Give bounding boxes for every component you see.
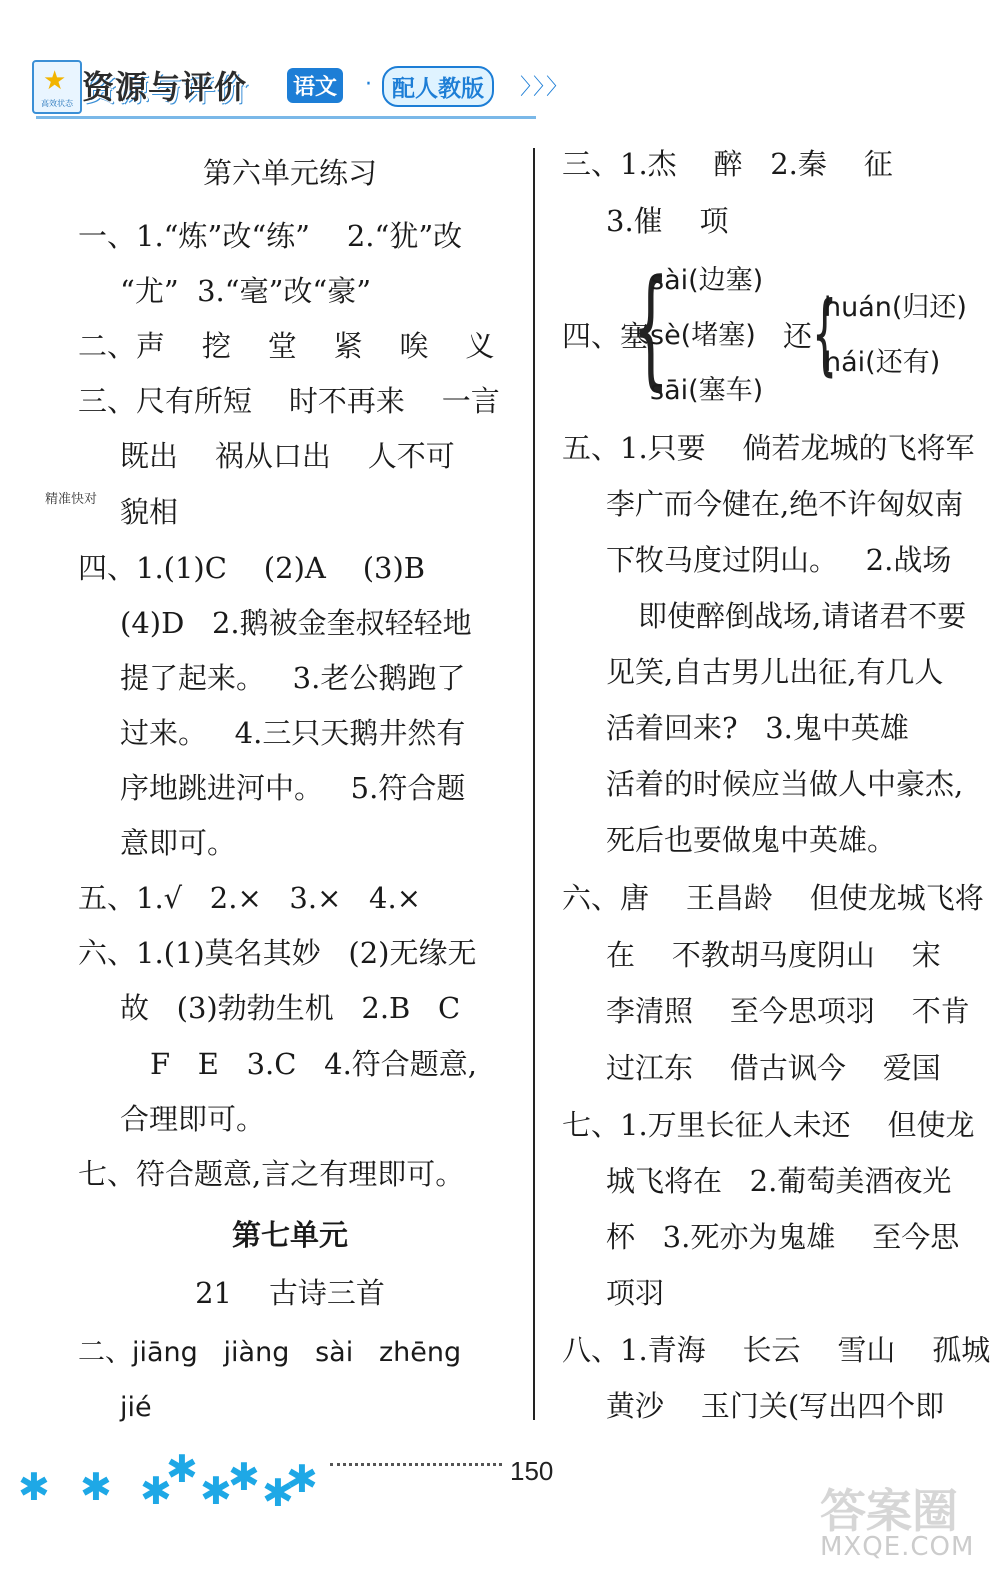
reading-item: sè(堵塞) bbox=[650, 320, 756, 351]
reading-item: sài(边塞) bbox=[650, 265, 764, 296]
section-title: 第六单元练习 bbox=[202, 156, 377, 190]
answer-line: 城飞将在 2.葡萄美酒夜光 bbox=[606, 1164, 952, 1198]
answer-line: 李清照 至今思项羽 不肯 bbox=[606, 994, 970, 1028]
answer-line: 七、符合题意,言之有理即可。 bbox=[78, 1157, 465, 1191]
publisher-logo bbox=[32, 60, 82, 114]
answer-line: 七、1.万里长征人未还 但使龙 bbox=[562, 1108, 975, 1142]
left-brace-icon: { bbox=[632, 251, 670, 403]
header-underline bbox=[36, 116, 536, 119]
pinyin-line: 二、jiāng jiàng sài zhēng bbox=[78, 1337, 462, 1368]
star-icon: ✱ bbox=[140, 1469, 172, 1513]
answer-line: 黄沙 玉门关(写出四个即 bbox=[606, 1389, 945, 1423]
answer-line: 六、唐 王昌龄 但使龙城飞将 bbox=[562, 881, 984, 915]
answer-line: F E 3.C 4.符合题意, bbox=[150, 1047, 478, 1081]
book-header bbox=[32, 58, 571, 118]
answer-line: 三、尺有所短 时不再来 一言 bbox=[78, 384, 500, 418]
answer-line: 提了起来。 3.老公鹅跑了 bbox=[120, 661, 466, 695]
answer-line: 李广而今健在,绝不许匈奴南 bbox=[606, 487, 964, 521]
polyphone-char: 还 bbox=[783, 319, 813, 353]
page-number: 150 bbox=[510, 1456, 554, 1486]
reading-item: hái(还有) bbox=[824, 347, 941, 378]
answer-line: 合理即可。 bbox=[120, 1102, 266, 1136]
star-icon: ★ bbox=[43, 66, 67, 96]
book-title: 资源与评价 bbox=[82, 68, 248, 106]
star-icon: ✱ bbox=[262, 1471, 294, 1515]
reading-item: huán(归还) bbox=[824, 292, 967, 323]
answer-line: 意即可。 bbox=[120, 826, 237, 860]
watermark-logo: 答案圈 bbox=[820, 1484, 958, 1538]
title-separator: · bbox=[365, 72, 372, 97]
answer-line: 项羽 bbox=[606, 1276, 665, 1310]
answer-line: 在 不教胡马度阴山 宋 bbox=[606, 938, 941, 972]
answer-line: (4)D 2.鹅被金奎叔轻轻地 bbox=[120, 606, 472, 640]
answer-line: 三、1.杰 醉 2.秦 征 bbox=[562, 147, 893, 181]
answer-line: 下牧马度过阴山。 2.战场 bbox=[606, 543, 952, 577]
reading-item: sāi(塞车) bbox=[650, 375, 764, 406]
answer-line: 活着回来? 3.鬼中英雄 bbox=[606, 711, 909, 745]
logo-caption: 高效状态 bbox=[41, 99, 73, 108]
unit-title: 第七单元 bbox=[231, 1218, 348, 1252]
polyphone-char: 四、塞 bbox=[562, 319, 650, 353]
answer-line: “尤” 3.“毫”改“豪” bbox=[120, 274, 372, 308]
chevron-right-icon: 〉〉〉 bbox=[520, 75, 571, 100]
answer-line: 见笑,自古男儿出征,有几人 bbox=[606, 655, 944, 689]
star-icon: ✱ bbox=[228, 1455, 260, 1499]
star-icon: ✱ bbox=[80, 1465, 112, 1509]
answer-line: 故 (3)勃勃生机 2.B C bbox=[120, 991, 461, 1025]
watermark-url: MXQE.COM bbox=[820, 1532, 975, 1562]
lesson-title: 21 古诗三首 bbox=[195, 1276, 385, 1310]
answer-line: 既出 祸从口出 人不可 bbox=[120, 439, 455, 473]
answer-line: 五、1.只要 倘若龙城的飞将军 bbox=[562, 431, 975, 465]
star-icon: ✱ bbox=[286, 1457, 318, 1501]
answer-line: 过江东 借古讽今 爱国 bbox=[606, 1051, 941, 1085]
answer-line: 八、1.青海 长云 雪山 孤城 bbox=[562, 1333, 991, 1367]
subject-badge: 语文 bbox=[287, 68, 343, 103]
answer-line: 貌相 bbox=[120, 495, 179, 529]
pinyin-line: jié bbox=[120, 1392, 152, 1423]
stamp-mark: 精准快对 bbox=[45, 492, 98, 507]
answer-line: 六、1.(1)莫名其妙 (2)无缘无 bbox=[78, 936, 477, 970]
star-icon: ✱ bbox=[166, 1447, 198, 1491]
answer-line: 死后也要做鬼中英雄。 bbox=[606, 823, 897, 857]
answer-line: 二、声 挖 堂 紧 唉 义 bbox=[78, 329, 495, 363]
star-icon: ✱ bbox=[18, 1465, 50, 1509]
answer-line: 3.催 项 bbox=[606, 204, 729, 238]
answer-line: 过来。 4.三只天鹅井然有 bbox=[120, 716, 466, 750]
edition-badge: 配人教版 bbox=[382, 66, 494, 107]
star-icon: ✱ bbox=[200, 1469, 232, 1513]
answer-line: 五、1.√ 2.× 3.× 4.× bbox=[78, 881, 422, 915]
dotted-leader bbox=[330, 1463, 502, 1466]
answer-line: 序地跳进河中。 5.符合题 bbox=[120, 771, 466, 805]
answer-line: 四、1.(1)C (2)A (3)B bbox=[78, 551, 426, 585]
column-divider bbox=[533, 148, 535, 1420]
answer-line: 杯 3.死亦为鬼雄 至今思 bbox=[606, 1220, 960, 1254]
left-brace-icon: { bbox=[812, 282, 838, 385]
answer-line: 活着的时候应当做人中豪杰, bbox=[606, 767, 964, 801]
answer-line: 一、1.“炼”改“练” 2.“犹”改 bbox=[78, 219, 463, 253]
answer-line: 即使醉倒战场,请诸君不要 bbox=[638, 599, 967, 633]
